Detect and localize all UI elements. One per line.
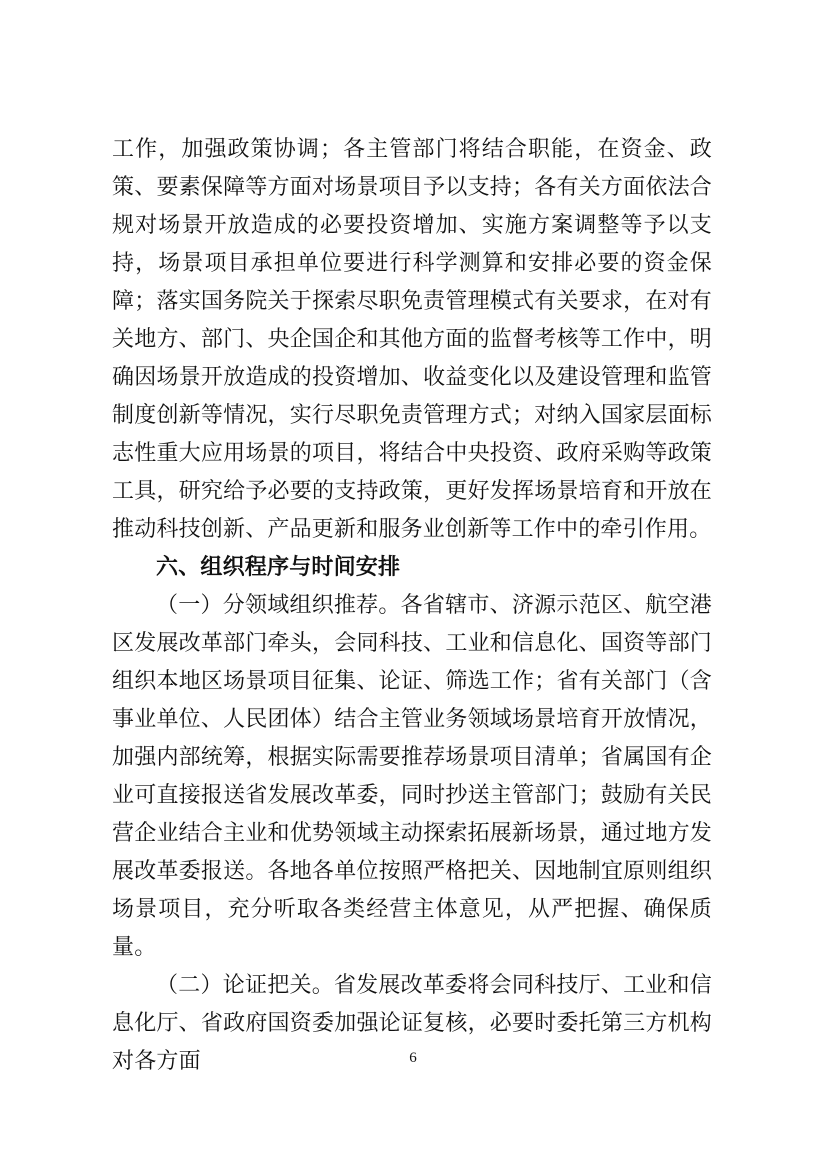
body-text xyxy=(112,131,712,1081)
paragraph-review-check: （二）论证把关。省发展改革委将会同科技厅、工业和信息化厅、省政府国资委加强论证复核，必要时委托第三方机构对各方面 xyxy=(112,973,712,1074)
continued-paragraph: 工作，加强政策协调；各主管部门将结合职能，在资金、政策、要素保障等方面对场景项目予以支持；各有关方面依法合规对场景开放造成的必要投资增加、实施方案调整等予以支持，场景项目承担单位要进行科学测算和安排必要的资金保障；落实国务院关于探索尽职免责管理模式有关要求，在对有关地方、部门、央企国企和其他方面的监督考核等工作中，明确因场景开放造成的投资增加、收益变化以及建设管理和监管制度创新等情况，实行尽职免责管理方式；对纳入国家层面标志性重大应用场景的项目，将结合中央投资、政府采购等政策工具，研究给予必要的支持政策，更好发挥场景培育和开放在推动科技创新、产品更新和服务业创新等工作中的牵引作用。 xyxy=(112,137,712,542)
section-heading: 六、组织程序与时间安排 xyxy=(156,555,401,580)
page-number: 6 xyxy=(409,1050,417,1066)
paragraph-organize-recommendation: （一）分领域组织推荐。各省辖市、济源示范区、航空港区发展改革部门牵头，会同科技、工业和信息化、国资等部门组织本地区场景项目征集、论证、筛选工作；省有关部门（含事业单位、人民团体）结合主管业务领域场景培育开放情况，加强内部统筹，根据实际需要推荐场景项目清单；省属国有企业可直接报送省发展改革委，同时抄送主管部门；鼓励有关民营企业结合主业和优势领域主动探索拓展新场景，通过地方发展改革委报送。各地各单位按照严格把关、因地制宜原则组织场景项目，充分听取各类经营主体意见，从严把握、确保质量。 xyxy=(112,593,712,960)
